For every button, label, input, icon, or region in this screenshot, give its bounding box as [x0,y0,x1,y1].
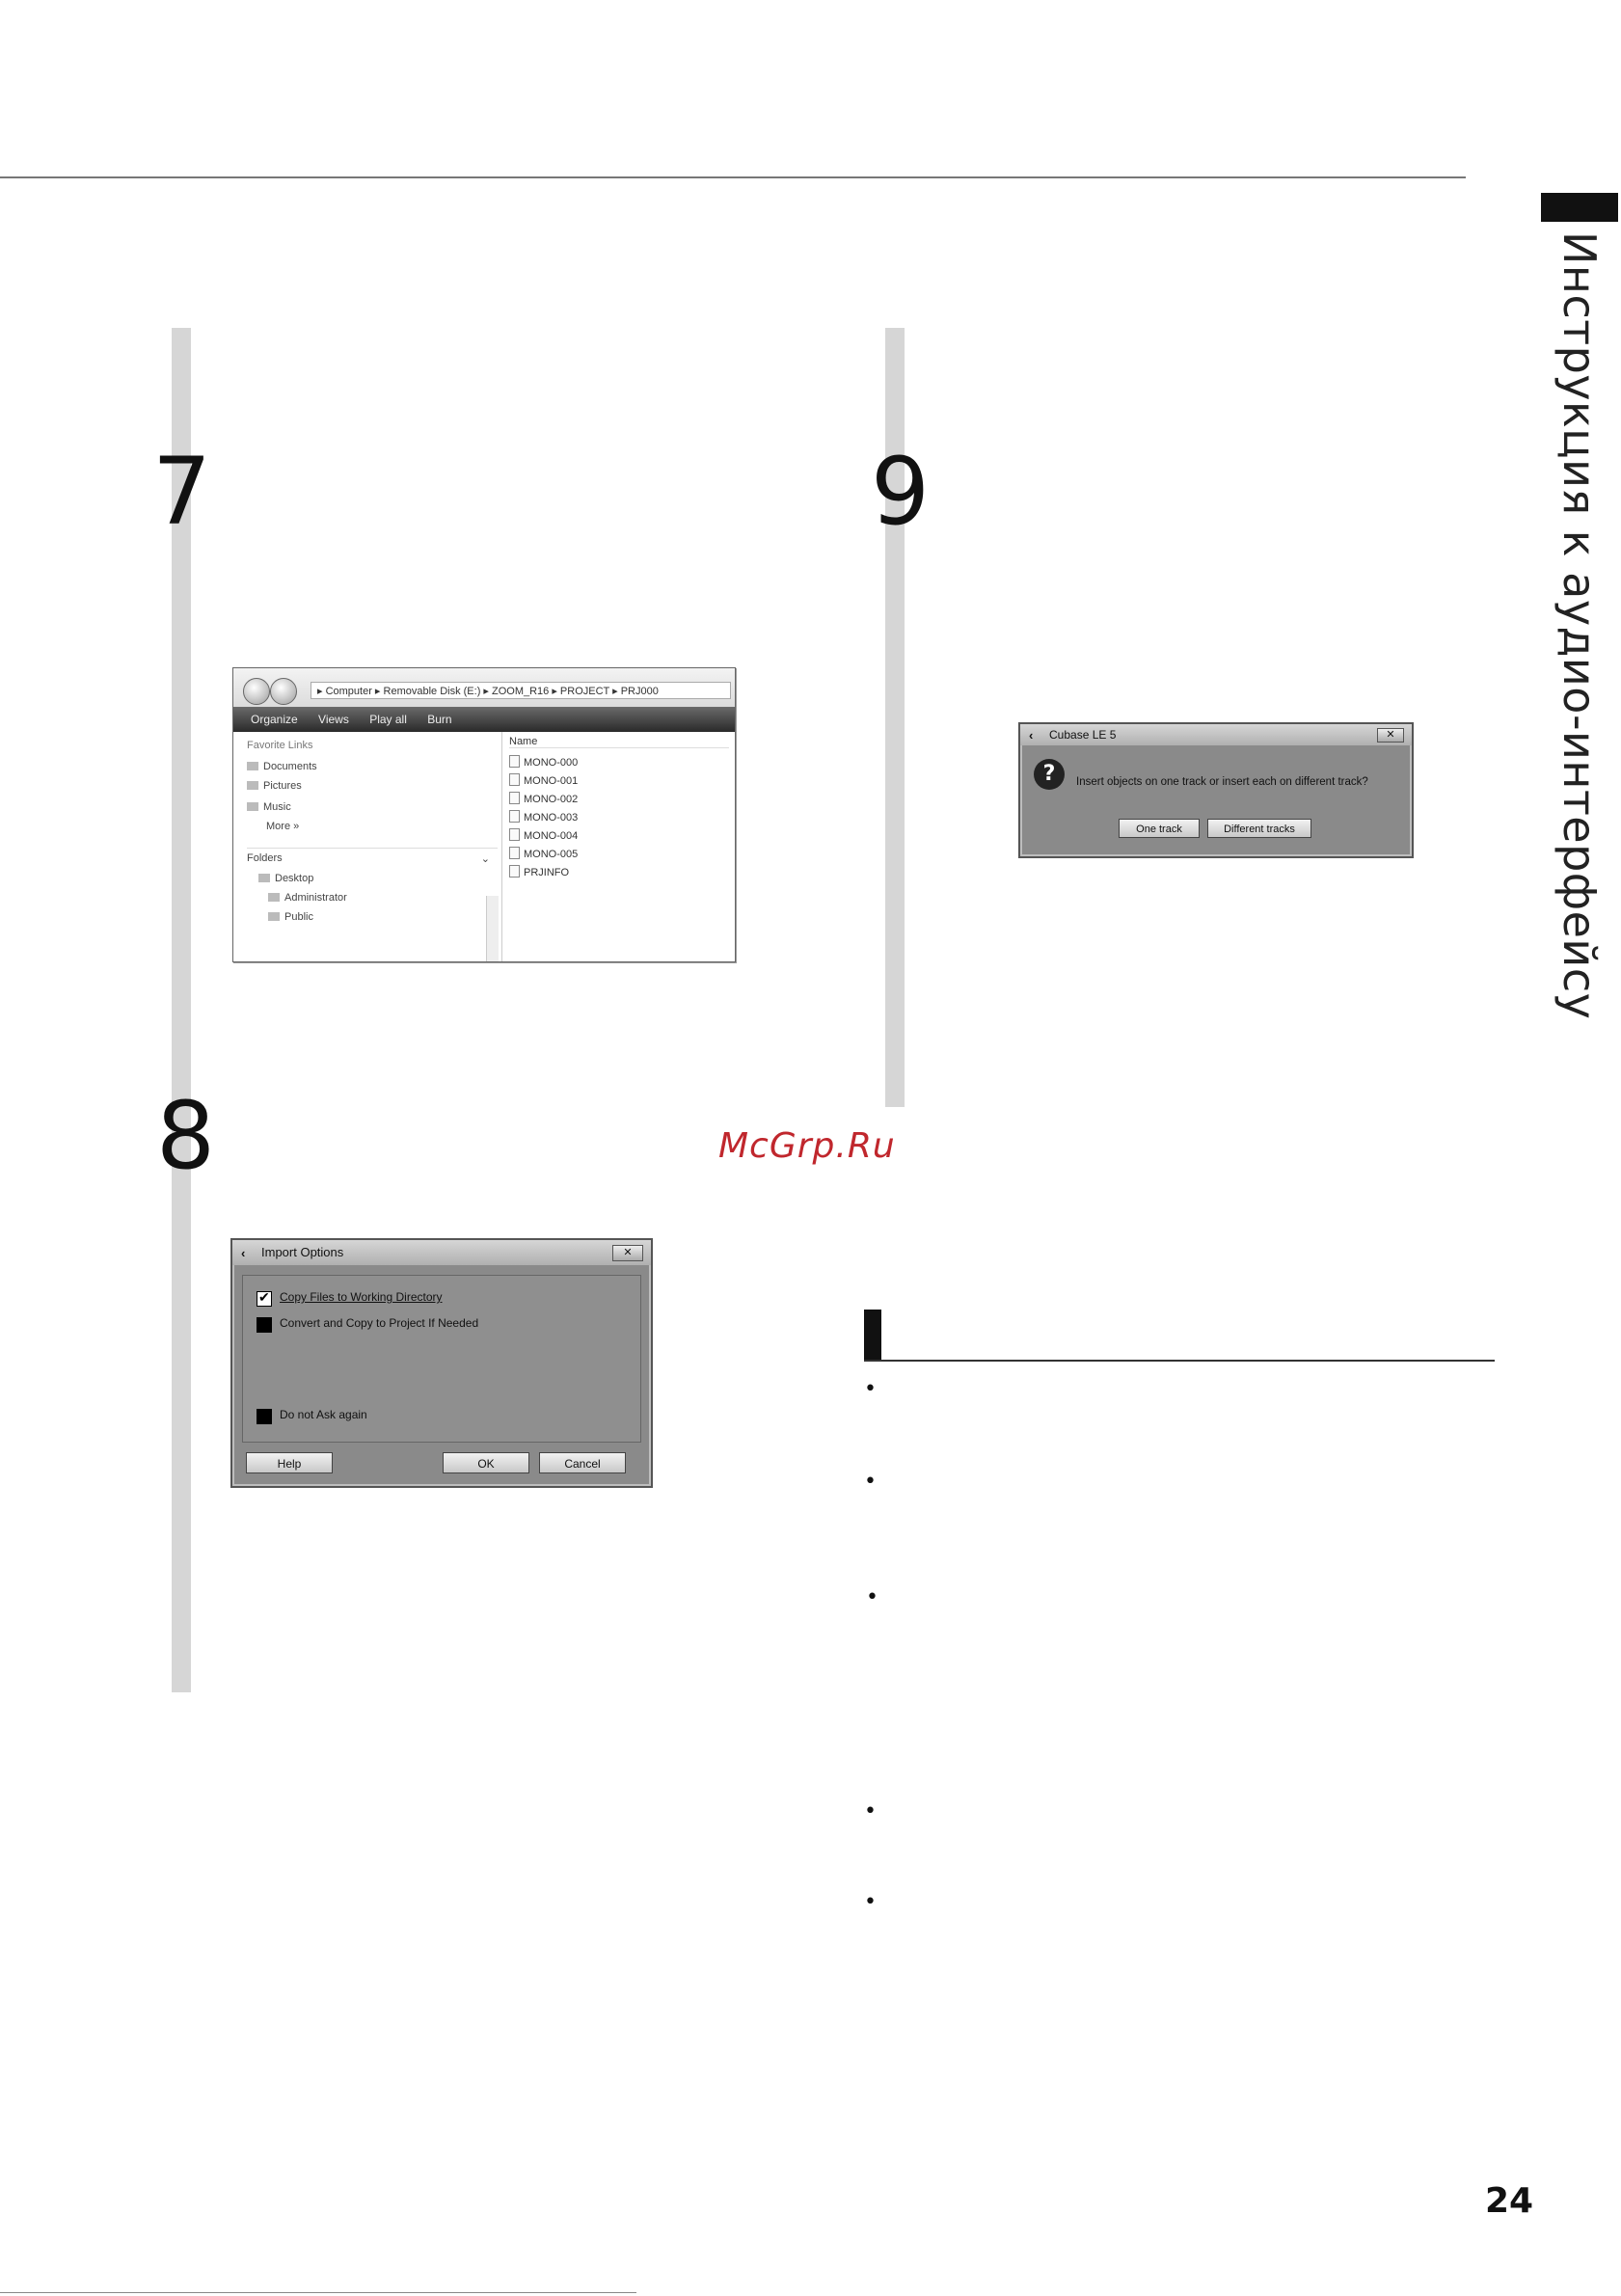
bullet-point: • [866,1585,878,1609]
cancel-button[interactable]: Cancel [539,1452,626,1473]
file-item[interactable]: MONO-002 [509,792,578,805]
bullet-point: • [864,1377,877,1401]
ok-button[interactable]: OK [443,1452,529,1473]
file-item[interactable]: MONO-001 [509,773,578,787]
step-number-7: 7 [152,438,212,546]
audio-file-icon [509,847,520,859]
dialog-message: Insert objects on one track or insert each on different track? [1076,776,1368,788]
folder-icon [268,893,280,902]
one-track-button[interactable]: One track [1119,819,1200,838]
favorite-item[interactable]: Music [247,801,291,813]
play-all-button[interactable]: Play all [369,713,407,726]
close-icon[interactable]: ✕ [1377,728,1404,743]
close-icon[interactable]: ✕ [612,1245,643,1261]
cubase-insert-dialog [1018,722,1414,858]
file-item[interactable]: MONO-004 [509,828,578,842]
file-item[interactable]: MONO-003 [509,810,578,824]
audio-file-icon [509,792,520,804]
help-button[interactable]: Help [246,1452,333,1473]
dialog-title: Import Options [232,1240,651,1265]
dialog-title: Cubase LE 5 [1020,724,1412,745]
convert-copy-checkbox[interactable] [257,1317,272,1333]
folder-icon [247,781,258,790]
side-title: Инструкция к аудио-интерфейсу [1553,231,1606,1020]
file-item[interactable]: MONO-000 [509,755,578,769]
burn-button[interactable]: Burn [427,713,452,726]
audio-file-icon [509,828,520,841]
folder-icon [247,802,258,811]
convert-copy-label: Convert and Copy to Project If Needed [280,1316,479,1330]
page-number: 24 [1485,2181,1534,2221]
file-icon [509,865,520,878]
options-panel [242,1275,641,1443]
back-icon[interactable] [243,678,270,705]
notes-heading-marker [864,1310,881,1360]
explorer-toolbar [233,707,735,732]
import-options-dialog [230,1238,653,1488]
folder-item[interactable]: Administrator [268,892,347,904]
favorite-item[interactable]: Pictures [247,780,302,792]
audio-file-icon [509,773,520,786]
address-path[interactable]: ▸ Computer ▸ Removable Disk (E:) ▸ ZOOM_R16 ▸ PROJECT ▸ PRJ000 [311,682,731,699]
file-item[interactable]: PRJINFO [509,865,569,878]
notes-heading-rule [864,1360,1495,1362]
top-rule [0,176,1466,178]
step-number-8: 8 [156,1082,216,1190]
column-header-name[interactable]: Name [509,736,729,748]
cubase-logo-icon: ‹ [241,1246,246,1260]
file-list [503,732,735,961]
copy-files-checkbox[interactable] [257,1291,272,1307]
navigation-pane [233,732,502,961]
folder-icon [247,762,258,770]
file-item[interactable]: MONO-005 [509,847,578,860]
explorer-screenshot [232,667,736,962]
bullet-point: • [864,1470,877,1494]
step-number-9: 9 [871,438,931,546]
favorite-item[interactable]: Documents [247,761,317,772]
watermark: McGrp.Ru [718,1126,896,1166]
copy-files-label: Copy Files to Working Directory [280,1290,443,1304]
do-not-ask-checkbox[interactable] [257,1409,272,1424]
bottom-rule [0,2292,636,2293]
side-tab-marker [1541,193,1618,222]
organize-button[interactable]: Organize [251,713,298,726]
explorer-address-bar [233,668,735,707]
scrollbar[interactable] [486,896,499,962]
audio-file-icon [509,810,520,823]
favorite-item[interactable]: More » [266,821,300,832]
audio-file-icon [509,755,520,768]
bullet-point: • [864,1799,877,1823]
cubase-logo-icon: ‹ [1029,728,1034,743]
folder-icon [258,874,270,882]
do-not-ask-label: Do not Ask again [280,1408,367,1421]
question-icon: ? [1034,759,1065,790]
different-tracks-button[interactable]: Different tracks [1207,819,1311,838]
forward-icon[interactable] [270,678,297,705]
favorite-links-header: Favorite Links [247,740,313,751]
chevron-down-icon: ⌄ [480,853,490,865]
folder-icon [268,912,280,921]
folders-header[interactable]: Folders ⌄ [247,848,498,864]
views-button[interactable]: Views [318,713,349,726]
folder-item[interactable]: Desktop [258,873,313,884]
folder-item[interactable]: Public [268,911,313,923]
bullet-point: • [864,1890,877,1914]
